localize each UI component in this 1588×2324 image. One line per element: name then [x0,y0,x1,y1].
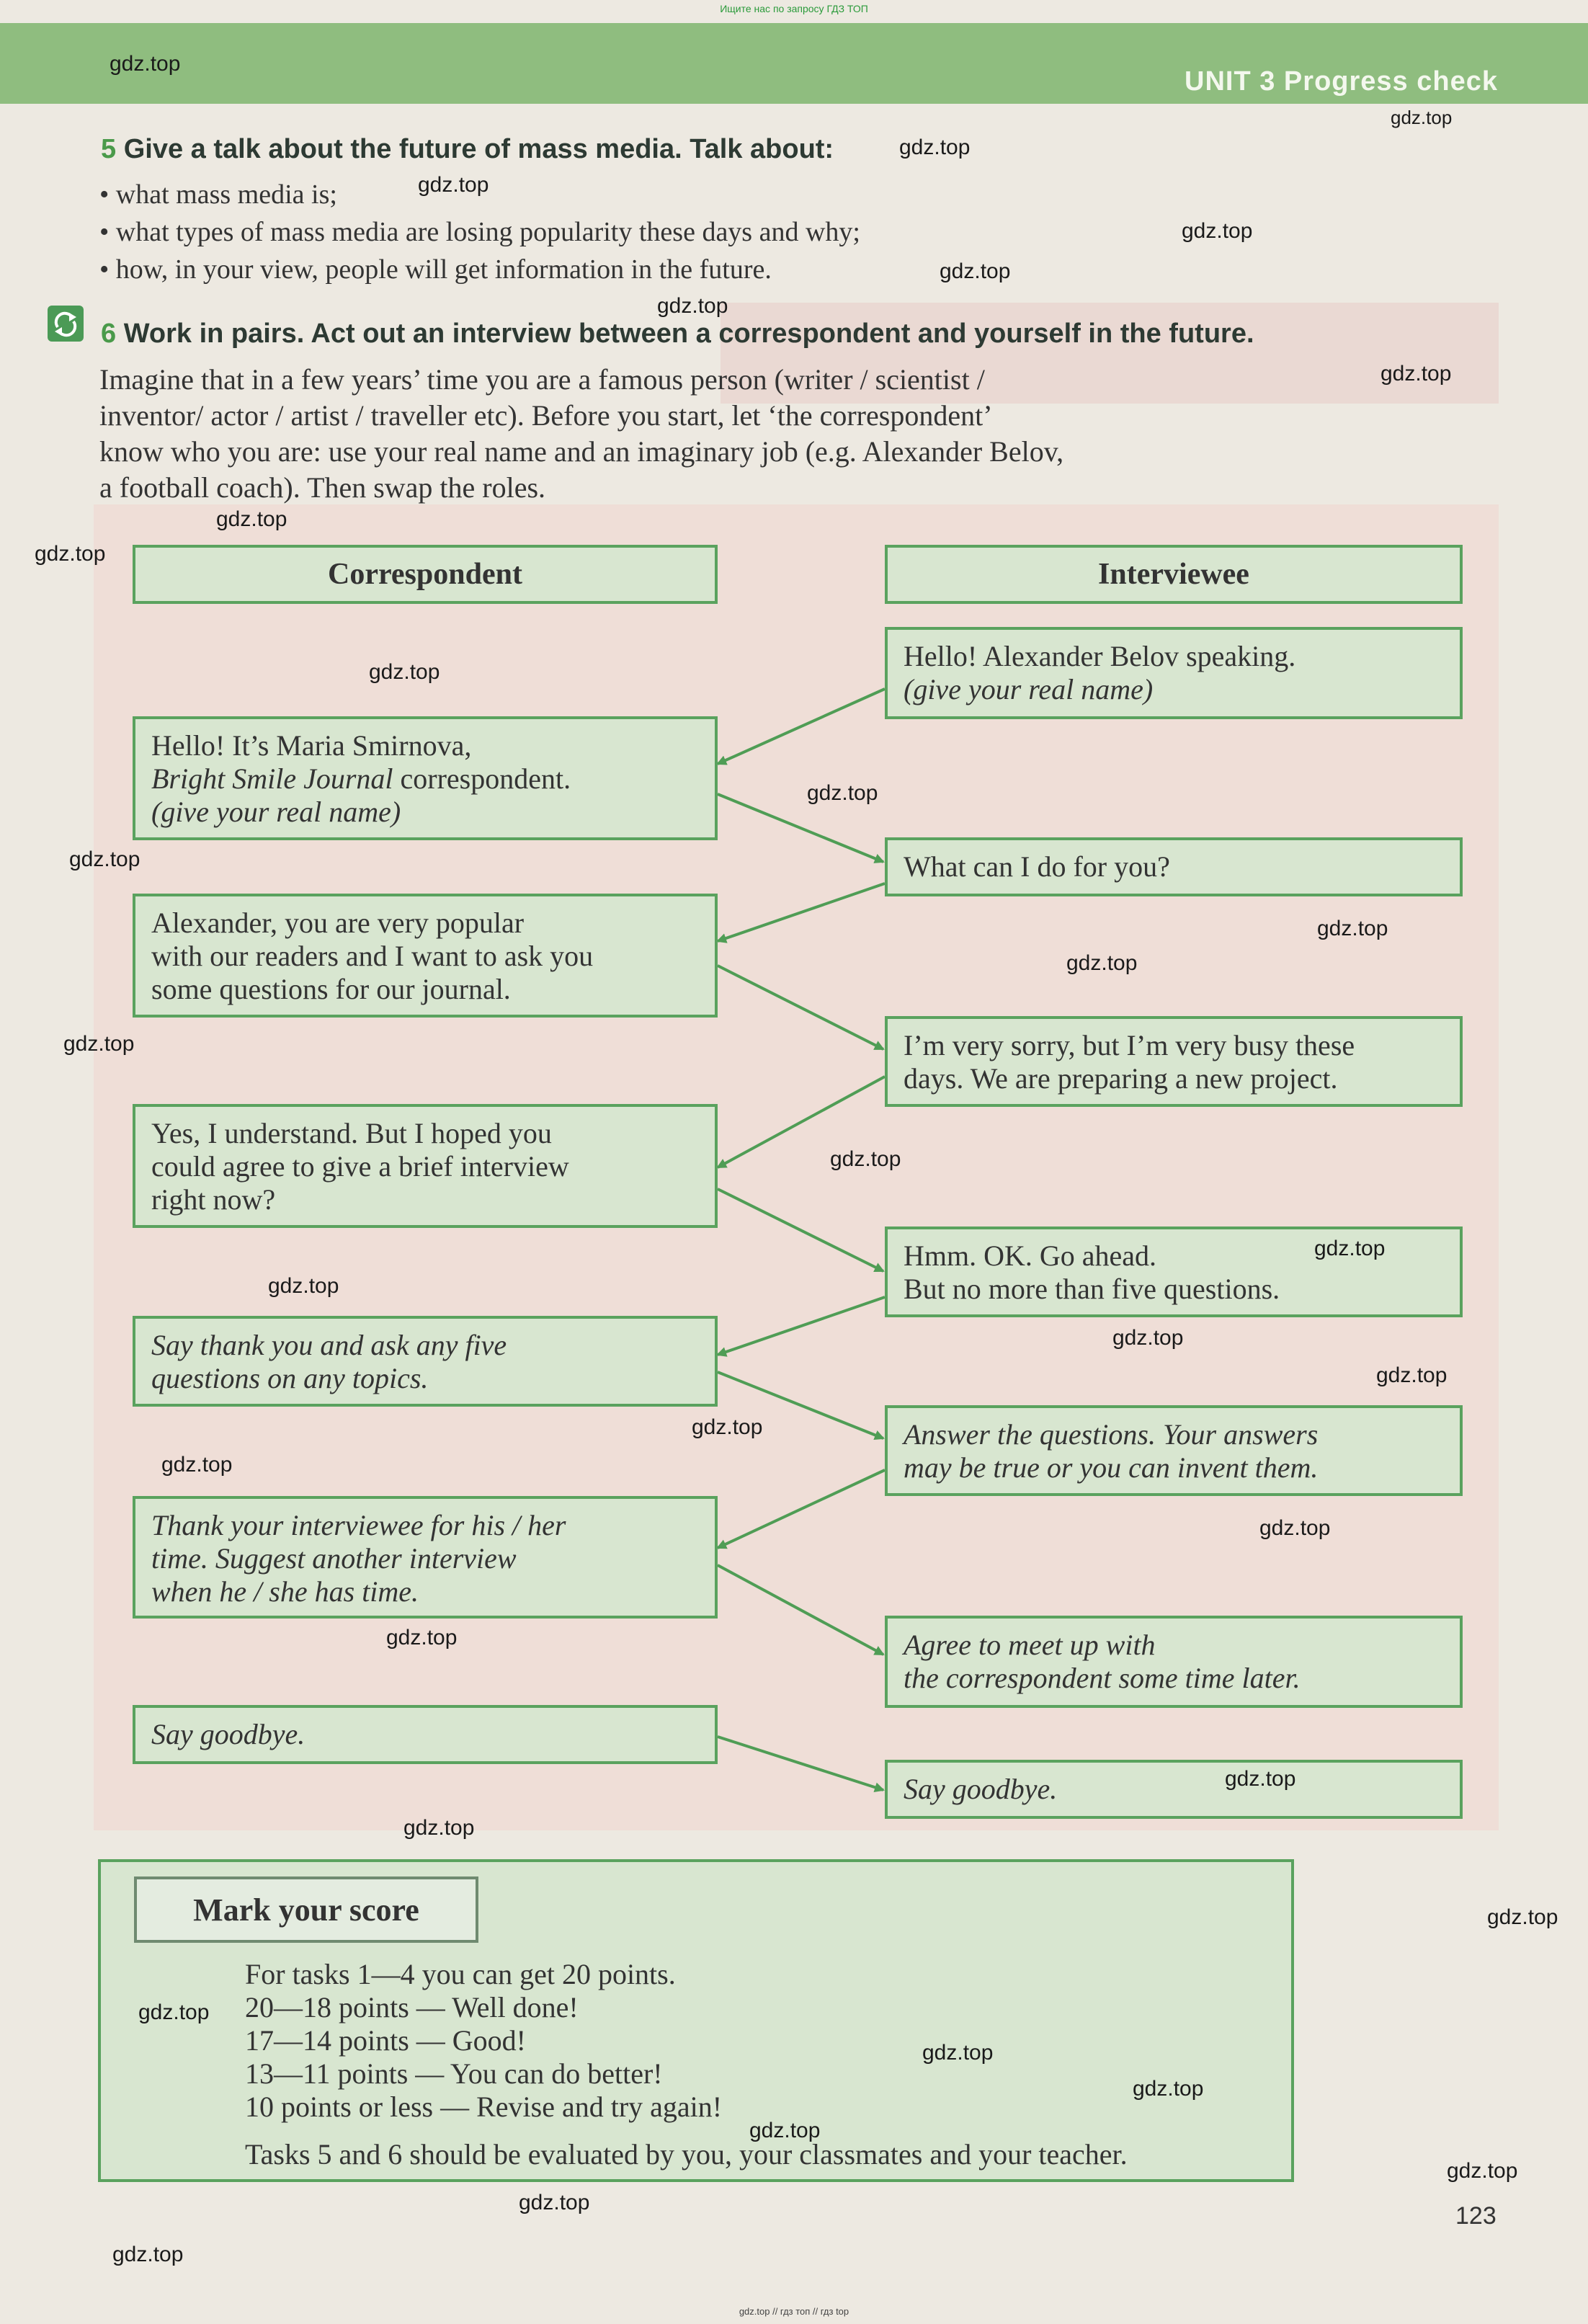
score-line-3: 17—14 points — Good! [245,2024,526,2057]
arrow-c6-i7 [718,1737,883,1790]
score-title: Mark your score [134,1876,478,1943]
watermark: gdz.top [403,1816,475,1840]
watermark: gdz.top [386,1626,458,1649]
watermark: gdz.top [112,2243,184,2266]
i4-line2: But no more than five questions. [904,1273,1280,1305]
correspondent-line-3 [133,1104,718,1228]
watermark: gdz.top [1391,107,1453,128]
watermark: gdz.top [63,1032,135,1056]
score-line-1: For tasks 1—4 you can get 20 points. [245,1958,676,1990]
watermark: gdz.top [1487,1905,1558,1929]
c3-line3: right now? [151,1183,276,1216]
c2-line1: Alexander, you are very popular [151,907,525,939]
i3-line1: I’m very sorry, but I’m very busy these [904,1029,1355,1061]
watermark: gdz.top [216,507,287,531]
watermark: gdz.top [35,542,106,566]
c2-line3: some questions for our journal. [151,973,511,1005]
i4-line1: Hmm. OK. Go ahead. [904,1239,1157,1272]
c3-line2: could agree to give a brief interview [151,1150,569,1183]
interviewee-line-3 [885,1016,1463,1107]
interviewee-line-7 [885,1760,1463,1819]
c1-line2-rest: correspondent. [393,762,571,795]
watermark: gdz.top [1066,951,1138,975]
c3-line1: Yes, I understand. But I hoped you [151,1117,552,1149]
watermark: gdz.top [418,173,489,197]
interviewee-line-5 [885,1405,1463,1496]
watermark: gdz.top [1380,362,1452,386]
c5-line1: Thank your interviewee for his / her [151,1509,566,1541]
watermark: gdz.top [1314,1237,1386,1260]
watermark: gdz.top [940,259,1011,283]
i2-line1: What can I do for you? [904,850,1170,883]
interviewee-line-1 [885,627,1463,719]
arrow-i5-c5 [718,1470,885,1548]
i7-line1: Say goodbye. [904,1773,1058,1805]
watermark: gdz.top [922,2041,994,2065]
c1-line1: Hello! It’s Maria Smirnova, [151,729,472,762]
watermark: gdz.top [1317,917,1388,940]
task6-title-text: Work in pairs. Act out an interview between a correspondent and yourself in the future. [123,319,1254,349]
c5-line3: when he / she has time. [151,1575,419,1608]
interviewee-header: Interviewee [885,545,1463,604]
watermark: gdz.top [161,1453,233,1477]
c1-line3: (give your real name) [151,796,401,828]
watermark: gdz.top [369,660,440,684]
c5-line2: time. Suggest another interview [151,1542,517,1575]
i1-line1: Hello! Alexander Belov speaking. [904,640,1296,672]
bottom-note: gdz.top // гдз топ // гдз top [739,2306,849,2317]
arrow-c5-i6 [718,1565,883,1655]
task6-line-1: Imagine that in a few years’ time you are a famous person (writer / scientist / [99,363,985,396]
c4-line1: Say thank you and ask any five [151,1329,507,1361]
arrow-c2-i3 [718,966,883,1049]
correspondent-line-6 [133,1705,718,1764]
watermark: gdz.top [1225,1767,1296,1791]
arrow-i2-c2 [718,883,885,941]
watermark: gdz.top [749,2119,821,2142]
task5-bullet-1: • what mass media is; [99,179,337,210]
watermark: gdz.top [1376,1363,1448,1387]
score-line-4: 13—11 points — You can do better! [245,2057,663,2090]
arrow-c3-i4 [718,1189,883,1271]
watermark: gdz.top [899,135,971,159]
i6-line2: the correspondent some time later. [904,1662,1301,1694]
task6-number: 6 [101,319,117,349]
watermark: gdz.top [1182,219,1253,243]
watermark: gdz.top [692,1415,763,1439]
watermark: gdz.top [69,847,140,871]
correspondent-line-5 [133,1496,718,1619]
watermark: gdz.top [657,294,728,318]
task6-line-4: a football coach). Then swap the roles. [99,471,546,504]
task5-bullet-2: • what types of mass media are losing popularity these days and why; [99,217,860,247]
interviewee-line-2 [885,837,1463,896]
page-number: 123 [1455,2202,1496,2230]
c1-journal-name: Bright Smile Journal [151,762,393,795]
correspondent-line-1 [133,716,718,840]
watermark: gdz.top [807,781,878,805]
c1-line2 [151,762,699,796]
watermark: gdz.top [519,2191,590,2214]
interviewee-line-6 [885,1616,1463,1708]
i1-line2: (give your real name) [904,673,1154,705]
watermark: gdz.top [268,1274,339,1298]
c6-line1: Say goodbye. [151,1718,305,1750]
watermark: gdz.top [1112,1326,1184,1350]
correspondent-line-4 [133,1316,718,1407]
watermark: gdz.top [1447,2159,1518,2183]
i3-line2: days. We are preparing a new project. [904,1062,1338,1095]
correspondent-line-2 [133,894,718,1018]
c4-line2: questions on any topics. [151,1362,429,1394]
score-footer: Tasks 5 and 6 should be evaluated by you, your classmates and your teacher. [245,2138,1128,2171]
task5-number: 5 [101,134,117,164]
top-note: Ищите нас по запросу ГДЗ ТОП [720,3,868,14]
watermark: gdz.top [1133,2077,1204,2101]
watermark: gdz.top [110,52,181,76]
score-line-5: 10 points or less — Revise and try again! [245,2091,723,2123]
watermark: gdz.top [830,1147,901,1171]
task6-line-2: inventor/ actor / artist / traveller etc). Before you start, let ‘the correspondent’ [99,399,993,432]
task5-bullet-3: • how, in your view, people will get information in the future. [99,254,772,285]
task5-title-text: Give a talk about the future of mass media. Talk about: [123,134,834,164]
i5-line2: may be true or you can invent them. [904,1451,1319,1484]
c2-line2: with our readers and I want to ask you [151,940,594,972]
i5-line1: Answer the questions. Your answers [904,1418,1319,1451]
task6-line-3: know who you are: use your real name and an imaginary job (e.g. Alexander Belov, [99,435,1064,468]
watermark: gdz.top [138,2000,210,2024]
unit-header-title: UNIT 3 Progress check [1185,66,1498,97]
arrow-i1-c1 [718,689,885,764]
arrow-i4-c4 [718,1297,885,1355]
watermark: gdz.top [1259,1516,1331,1540]
i6-line1: Agree to meet up with [904,1629,1156,1661]
correspondent-header: Correspondent [133,545,718,604]
score-line-2: 20—18 points — Well done! [245,1991,579,2024]
